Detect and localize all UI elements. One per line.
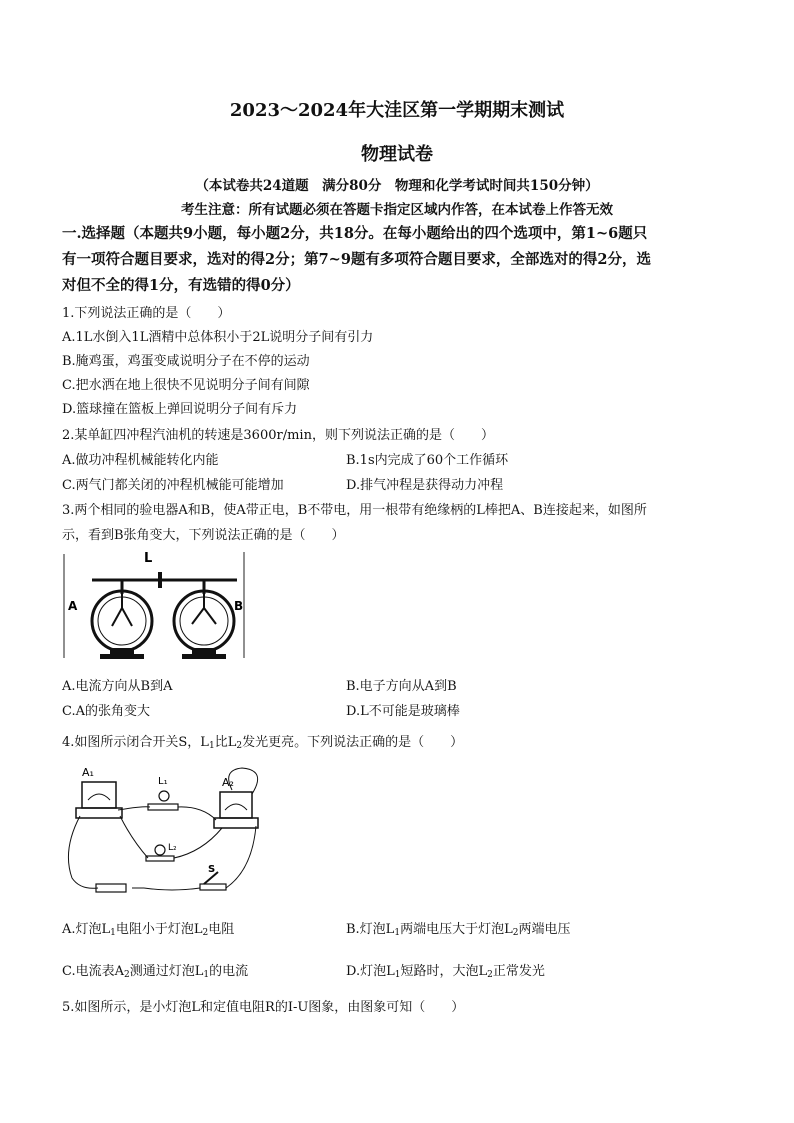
label-a2: A₂ — [222, 776, 234, 789]
ammeter-a1 — [76, 782, 122, 818]
exam-info: （本试卷共24道题 满分80分 物理和化学考试时间共150分钟） — [195, 178, 599, 194]
q4-option-a: A.灯泡$L_1$电阻小于灯泡$L_2$电阻 — [62, 922, 235, 938]
section-instructions-line3: 对但不全的得1分，有选错的得0分） — [62, 277, 300, 294]
electroscope-a — [92, 580, 152, 659]
subject-title: 物理试卷 — [361, 144, 433, 165]
q1-stem: 1.下列说法正确的是（ ） — [62, 306, 231, 321]
exam-notice: 考生注意：所有试题必须在答题卡指定区域内作答，在本试卷上作答无效 — [181, 202, 613, 218]
q1-option-d: D.篮球撞在篮板上弹回说明分子间有斥力 — [62, 402, 298, 417]
electroscope-b — [174, 580, 234, 659]
q2-option-d: D.排气冲程是获得动力冲程 — [346, 478, 504, 493]
circuit-figure — [62, 760, 272, 900]
q3-stem-line2: 示，看到B张角变大，下列说法正确的是（ ） — [62, 528, 345, 543]
label-a: A — [68, 599, 78, 613]
q1-option-a: A.1L水倒入1L酒精中总体积小于2L说明分子间有引力 — [62, 330, 374, 345]
ammeter-a2 — [214, 792, 258, 828]
label-a1: A₁ — [82, 766, 94, 779]
q3-option-c: C.A的张角变大 — [62, 704, 151, 719]
section-instructions-line1: 一.选择题（本题共9小题，每小题2分，共18分。在每小题给出的四个选项中，第1~6题只 — [62, 225, 648, 242]
q2-stem: 2.某单缸四冲程汽油机的转速是3600r/min，则下列说法正确的是（ ） — [62, 428, 494, 443]
q3-option-d: D.L不可能是玻璃棒 — [346, 704, 460, 719]
q2-option-b: B.1s内完成了60个工作循环 — [346, 453, 509, 468]
label-b: B — [234, 599, 244, 613]
q3-stem-line1: 3.两个相同的验电器A和B，使A带正电，B不带电，用一根带有绝缘柄的L棒把A、B连接起来，如图所 — [62, 503, 647, 518]
section-instructions-line2: 有一项符合题目要求，选对的得2分；第7~9题有多项符合题目要求，全部选对的得2分，选 — [62, 251, 652, 268]
q3-option-b: B.电子方向从A到B — [346, 679, 457, 694]
electroscope-figure — [62, 546, 252, 666]
q1-option-c: C.把水洒在地上很快不见说明分子间有间隙 — [62, 378, 310, 393]
q3-option-a: A.电流方向从B到A — [62, 679, 173, 694]
q2-option-c: C.两气门都关闭的冲程机械能可能增加 — [62, 478, 284, 493]
q1-option-b: B.腌鸡蛋，鸡蛋变咸说明分子在不停的运动 — [62, 354, 310, 369]
q4-option-d: D.灯泡$L_1$短路时，大泡$L_2$正常发光 — [346, 964, 545, 980]
label-s: S — [208, 864, 216, 875]
label-l2: L₂ — [168, 843, 177, 853]
label-l1: L₁ — [158, 776, 168, 787]
q4-stem: 4.如图所示闭合开关S，$L_1$比$L_2$发光更亮。下列说法正确的是（ ） — [62, 735, 464, 751]
rod-label: L — [144, 551, 153, 566]
q5-stem: 5.如图所示，是小灯泡L和定值电阻R的I-U图象，由图象可知（ ） — [62, 1000, 465, 1015]
battery — [96, 884, 144, 892]
q4-option-b: B.灯泡$L_1$两端电压大于灯泡$L_2$两端电压 — [346, 922, 571, 938]
q4-option-c: C.电流表$A_2$测通过灯泡$L_1$的电流 — [62, 964, 249, 980]
q2-option-a: A.做功冲程机械能转化内能 — [62, 453, 219, 468]
bulb-l1 — [148, 791, 178, 810]
exam-title: 2023～2024年大洼区第一学期期末测试 — [229, 100, 565, 121]
